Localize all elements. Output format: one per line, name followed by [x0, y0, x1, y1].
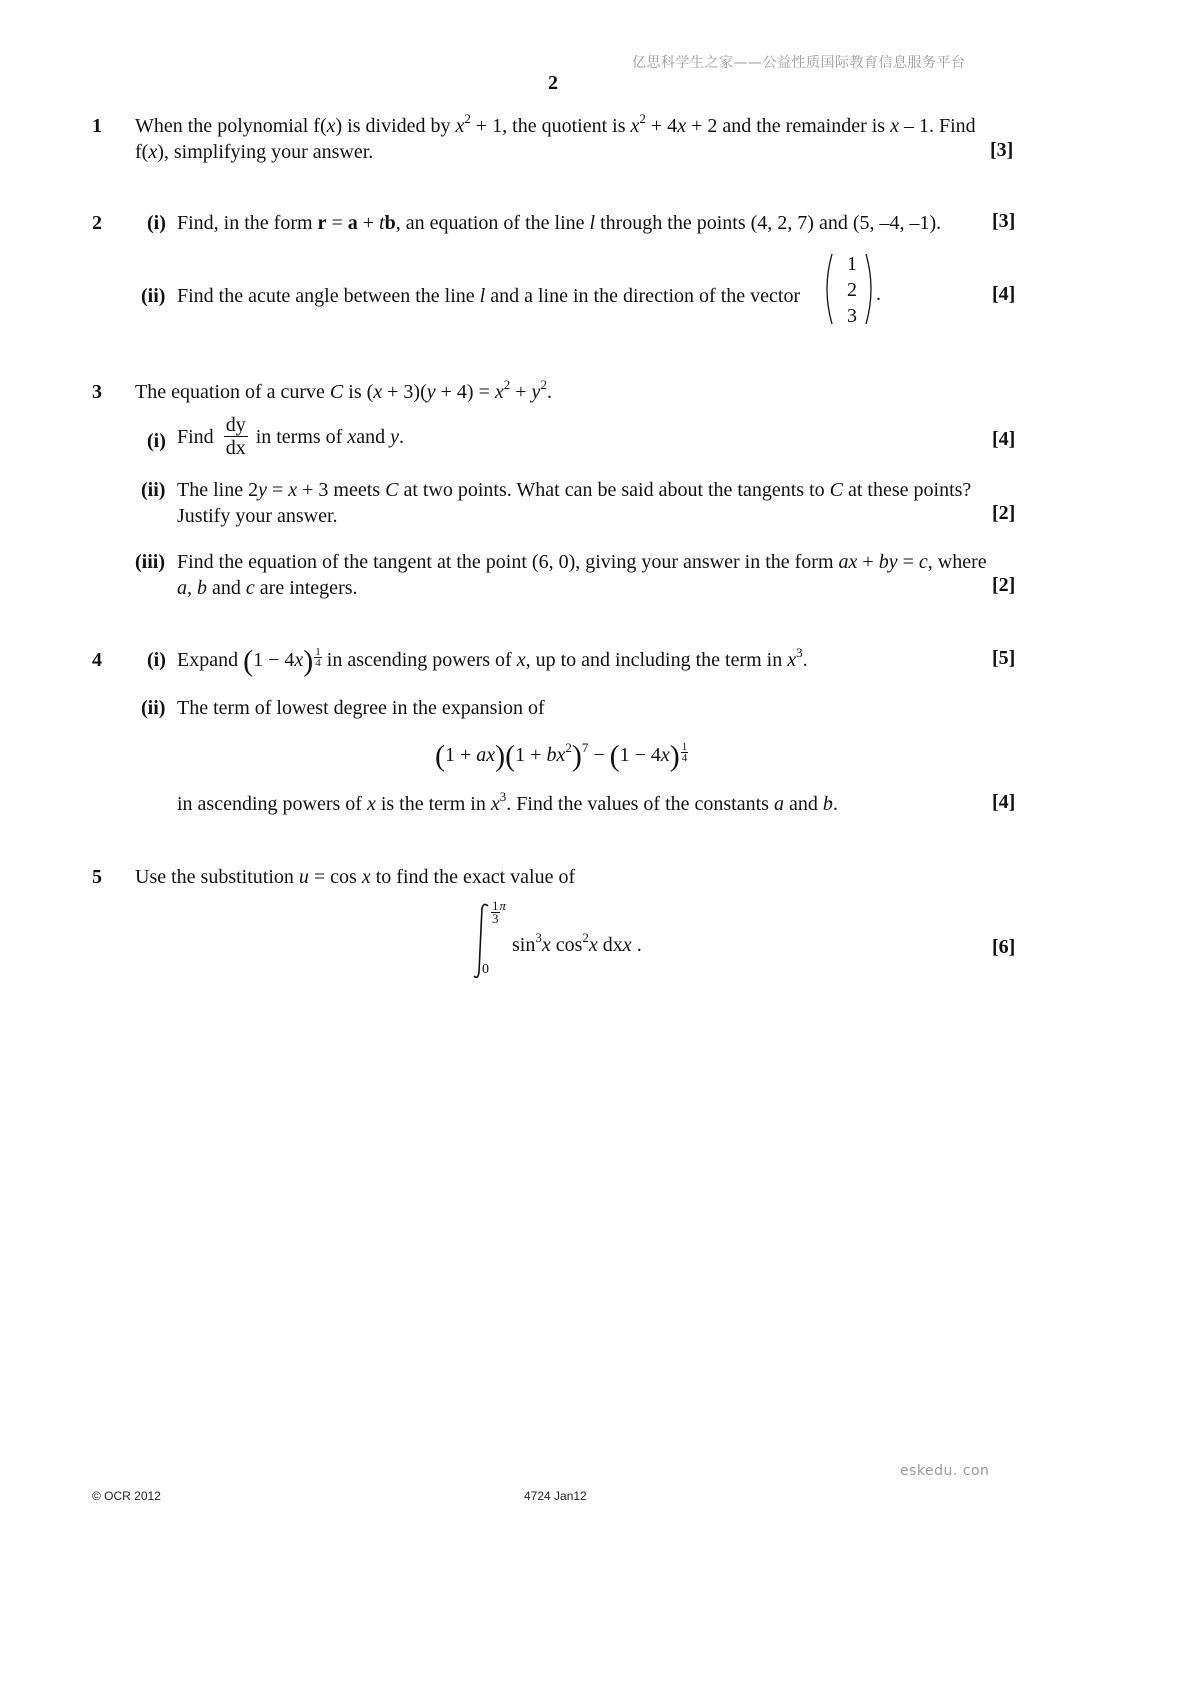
q5-integral [470, 900, 670, 990]
q4-i-text: Expand (1 − 4x) $\frac{1}{4}$ in ascending powers of x, up to and including the term in $x^3$. [177, 644, 808, 678]
lower-limit: 0 [482, 962, 489, 977]
q3-iii-label: (iii) [135, 551, 165, 573]
q3-iii-line1: Find the equation of the tangent at the point (6, 0), giving your answer in the form ax + by = c, where [177, 551, 987, 573]
q1-line2: f(x), simplifying your answer. [135, 141, 374, 163]
q3-i-marks: [4] [992, 428, 1016, 450]
q4-i-marks: [5] [992, 647, 1016, 669]
q3-number: 3 [92, 381, 102, 403]
vector-entry: 2 [847, 279, 857, 301]
q3-ii-text [177, 477, 1017, 529]
vector-entry: 3 [847, 305, 857, 327]
integrand: $\sin^3x$ $\cos^2x$ dxx . [512, 930, 642, 956]
q3-ii-line1: The line 2y = x + 3 meets C at two points. What can be said about the tangents to C at these points? [177, 479, 972, 501]
q3-stem: The equation of a curve C is $(x + 3)(y + 4) = x^2 + y^2$. [135, 377, 552, 403]
vector-dot: . [876, 283, 881, 305]
vector-entry: 1 [847, 253, 857, 275]
exponent-quarter: $\frac{1}{4}$ [315, 646, 321, 669]
q4-ii-line: in ascending powers of x is the term in $x^3$. Find the values of the constants a and b. [177, 789, 838, 815]
watermark-bottom: eskedu. con [900, 1463, 990, 1479]
footer-code: 4724 Jan12 [524, 1489, 587, 1503]
q3-iii-line2: a, b and c are integers. [177, 577, 358, 599]
q2-i-text: Find, in the form r = a + tb, an equation of the line l through the points (4, 2, 7) and (5, –4, –1). [177, 212, 942, 234]
q3-i-label: (i) [147, 430, 166, 452]
q4-i-label: (i) [147, 649, 166, 671]
q3-iii-marks: [2] [992, 574, 1016, 596]
q2-ii-text: Find the acute angle between the line l and a line in the direction of the vector [177, 285, 801, 307]
q3-i-text: Find $\frac{dy}{dx}$ in terms of x and y . [177, 414, 405, 459]
page-number: 2 [548, 72, 558, 94]
q5-number: 5 [92, 866, 102, 888]
q2-i-marks: [3] [992, 210, 1016, 232]
q5-marks: [6] [992, 936, 1016, 958]
q1-marks: [3] [990, 139, 1014, 161]
q1-text [135, 113, 1016, 165]
q2-ii-label: (ii) [141, 285, 166, 307]
q2-vector [822, 251, 882, 327]
q4-ii-text: The term of lowest degree in the expansion of [177, 697, 545, 719]
watermark-top: 亿思科学生之家——公益性质国际教育信息服务平台 [632, 55, 966, 71]
q3-iii-text [177, 549, 1017, 601]
q3-ii-marks: [2] [992, 502, 1016, 524]
q2-i-label: (i) [147, 212, 166, 234]
q1-line1: When the polynomial f(x) is divided by $x^2 + 1$, the quotient is $x^2 + 4x + 2$ and the remainder is x – 1. Find [135, 111, 976, 137]
q4-ii-label: (ii) [141, 697, 166, 719]
upper-limit: $\frac{1}{3}$ π [492, 898, 507, 926]
q1-number: 1 [92, 115, 102, 137]
q4-number: 4 [92, 649, 102, 671]
dy-dx-fraction: $\frac{dy}{dx}$ [225, 414, 246, 459]
q3-ii-line2: Justify your answer. [177, 505, 338, 527]
q2-ii-marks: [4] [992, 283, 1016, 305]
exponent-quarter: $\frac{1}{4}$ [681, 741, 688, 764]
footer-copyright: © OCR 2012 [92, 1489, 161, 1503]
q3-ii-label: (ii) [141, 479, 166, 501]
q4-expression: $(1 + ax)(1 + bx^2)^7 - (1 - 4x)$ $\frac{1}{4}$ [435, 739, 688, 773]
q2-number: 2 [92, 212, 102, 234]
q5-stem: Use the substitution u = cos x to find the exact value of [135, 866, 576, 888]
q4-ii-marks: [4] [992, 791, 1016, 813]
